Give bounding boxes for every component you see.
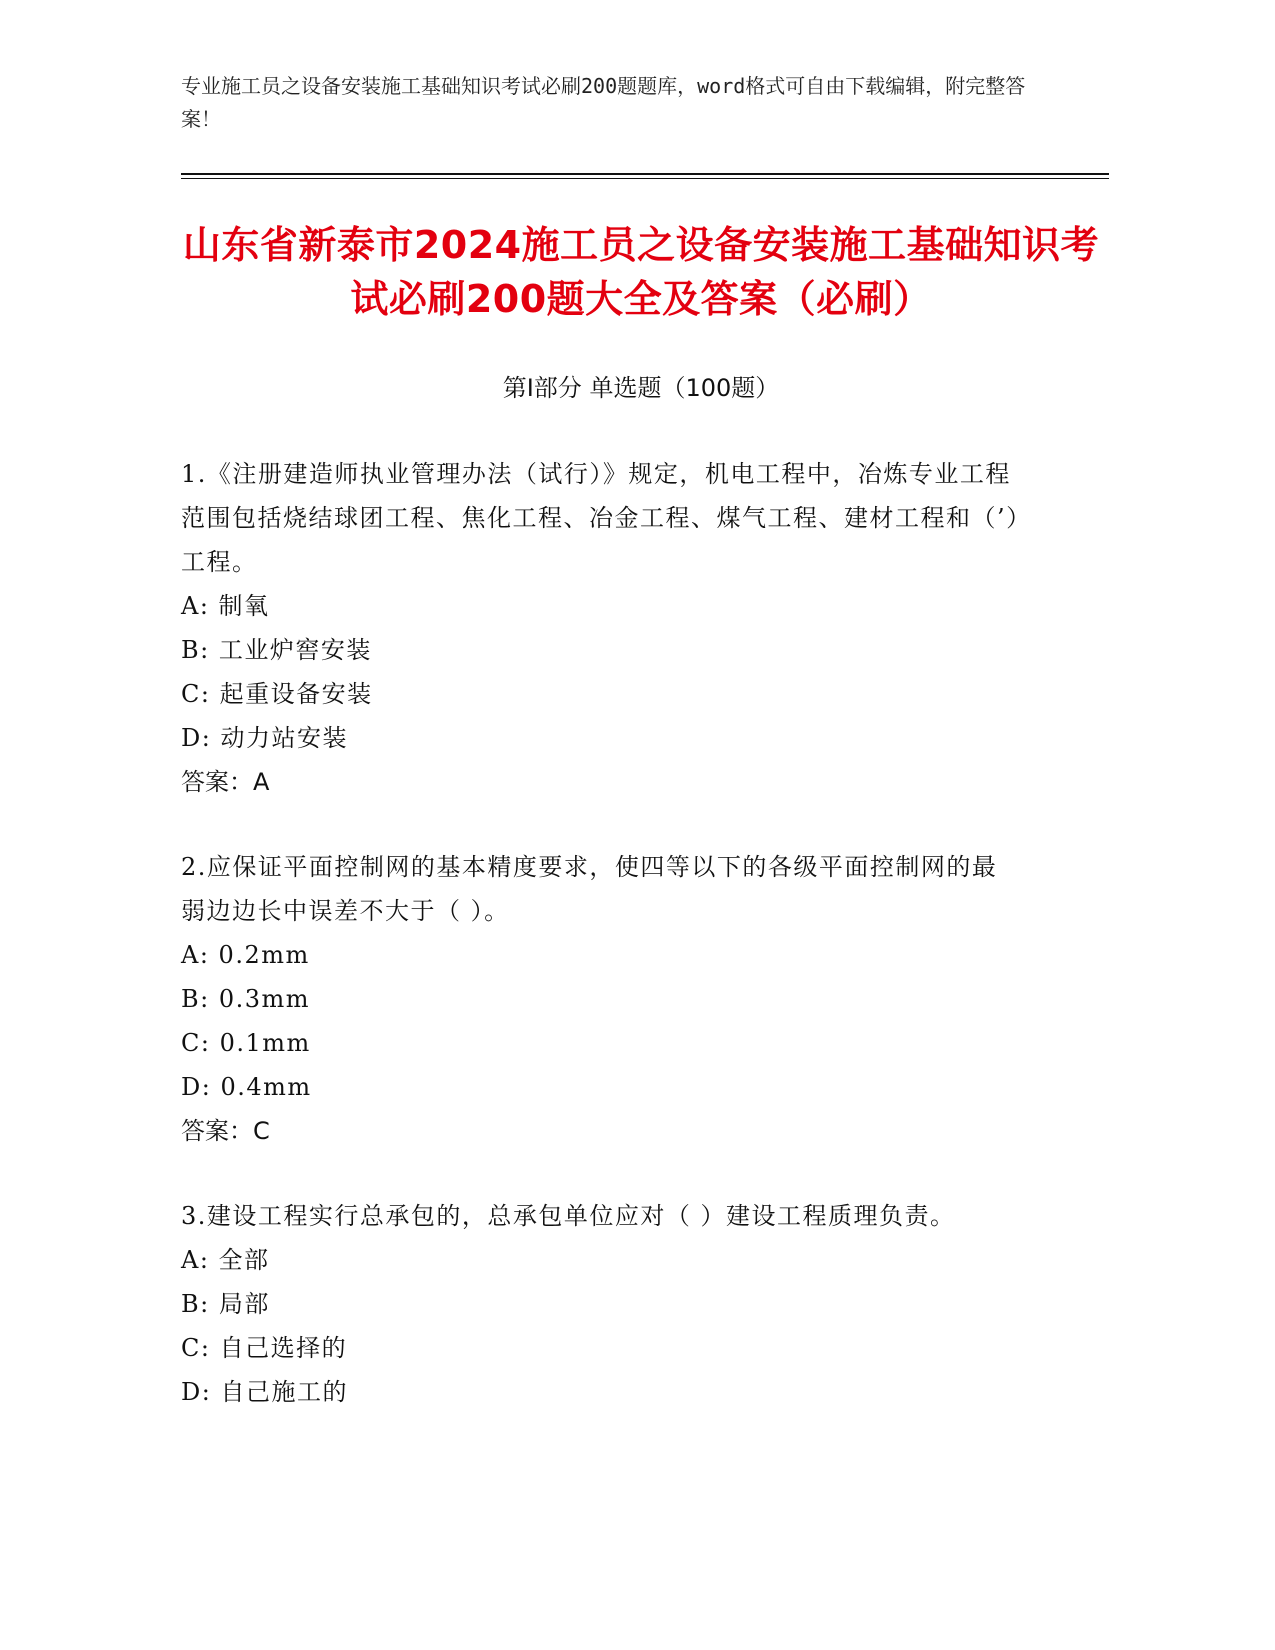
option-c: C: 起重设备安装: [181, 680, 373, 708]
option-a: A: 制氧: [181, 592, 270, 620]
option-d: D: 动力站安装: [181, 724, 348, 752]
question-3: [181, 1194, 1021, 1414]
document-title: 山东省新泰市2024施工员之设备安装施工基础知识考试必刷200题大全及答案（必刷）: [182, 223, 1100, 321]
option-c: C: 0.1mm: [181, 1029, 311, 1057]
option-b: B: 工业炉窖安装: [181, 636, 372, 664]
question-stem: 1.《注册建造师执业管理办法（试行）》规定，机电工程中，冶炼专业工程范围包括烧结球团工程、焦化工程、冶金工程、煤气工程、建材工程和（’）工程。: [181, 460, 1020, 576]
option-a: A: 全部: [181, 1246, 270, 1274]
answer-label: 答案：A: [181, 768, 270, 796]
option-b: B: 0.3mm: [181, 985, 311, 1013]
question-stem: 2.应保证平面控制网的基本精度要求，使四等以下的各级平面控制网的最弱边边长中误差不大于（ ）。: [181, 853, 998, 925]
header-rule-thin: [181, 178, 1109, 179]
question-stem: 3.建设工程实行总承包的，总承包单位应对（ ）建设工程质理负责。: [181, 1202, 956, 1230]
header-note: 专业施工员之设备安装施工基础知识考试必刷200题题库，word格式可自由下载编辑，附完整答案！: [181, 74, 1026, 131]
option-c: C: 自己选择的: [181, 1334, 348, 1362]
option-d: D: 自己施工的: [181, 1378, 348, 1406]
option-a: A: 0.2mm: [181, 941, 310, 969]
question-1: [181, 452, 1021, 804]
section-heading: 第Ⅰ部分 单选题（100题）: [502, 374, 780, 402]
answer-label: 答案：C: [181, 1117, 270, 1145]
option-b: B: 局部: [181, 1290, 270, 1318]
header-rule-thick: [181, 173, 1109, 175]
question-2: [181, 845, 1021, 1153]
option-d: D: 0.4mm: [181, 1073, 312, 1101]
